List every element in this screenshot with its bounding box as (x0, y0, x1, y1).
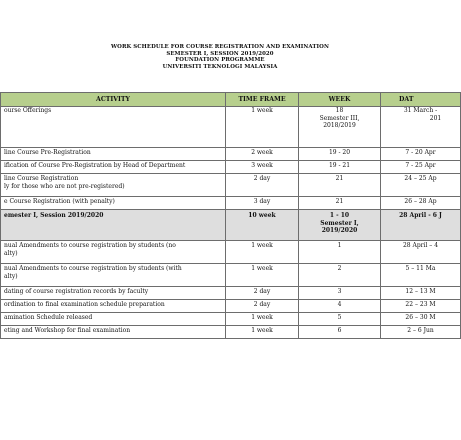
time-frame-cell: 1 week (226, 264, 299, 287)
semester-row (0, 210, 461, 241)
date-cell: 26 – 28 Ap (381, 197, 461, 210)
activity-cell: ordination to final examination schedule preparation (1, 300, 226, 313)
table-row (0, 287, 461, 300)
activity-cell: amination Schedule released (1, 313, 226, 326)
table-row (0, 264, 461, 287)
column-header-activity: ACTIVITY (1, 93, 226, 107)
week-cell: 6 (299, 326, 381, 339)
schedule-table (0, 92, 461, 339)
table-row (0, 300, 461, 313)
date-cell: 7 - 20 Apr (381, 148, 461, 161)
time-frame-cell: 3 day (226, 197, 299, 210)
week-semester-text: Semester III, (319, 114, 360, 122)
activity-cell: eting and Workshop for final examination (1, 326, 226, 339)
week-cell: 4 (299, 300, 381, 313)
activity-cell: line Course Pre-Registration (1, 148, 226, 161)
table-row (0, 326, 461, 339)
header-programme: FOUNDATION PROGRAMME (175, 57, 265, 64)
time-frame-cell: 1 week (226, 241, 299, 264)
table-row (0, 174, 461, 197)
table-row (0, 313, 461, 326)
week-text: 18 (335, 107, 344, 114)
week-cell (299, 210, 381, 241)
activity-cell: emester I, Session 2019/2020 (1, 210, 226, 241)
activity-cell (1, 264, 226, 287)
time-frame-cell: 1 week (226, 313, 299, 326)
date-cell: 12 – 13 M (381, 287, 461, 300)
column-header-date: DAT (381, 93, 461, 107)
table-row (0, 197, 461, 210)
activity-note: ly for those who are not pre-registered) (4, 182, 125, 190)
header-semester: SEMESTER I, SESSION 2019/2020 (166, 50, 274, 57)
activity-text: ourse Offerings (4, 107, 52, 114)
time-frame-cell: 3 week (226, 161, 299, 174)
activity-note: alty) (4, 272, 18, 280)
date-cell: 28 April – 4 (381, 241, 461, 264)
activity-cell (1, 174, 226, 197)
week-text: 1 - 10 (329, 212, 350, 219)
time-frame-cell: 1 week (226, 326, 299, 339)
table-header-row (0, 93, 461, 107)
date-text: 31 March - (403, 107, 438, 114)
week-cell: 1 (299, 241, 381, 264)
table-row (0, 107, 461, 148)
week-semester-text: Semester I, (320, 219, 359, 227)
week-cell: 21 (299, 174, 381, 197)
header-university: UNIVERSITI TEKNOLOGI MALAYSIA (162, 63, 278, 70)
date-cell: 28 April - 6 J (381, 210, 461, 241)
activity-text: nual Amendments to course registration by students (no (4, 242, 176, 249)
time-frame-cell: 2 day (226, 300, 299, 313)
date-text-line2: 201 (429, 114, 442, 122)
time-frame-cell: 10 week (226, 210, 299, 241)
week-cell (299, 107, 381, 148)
table-row (0, 161, 461, 174)
week-cell: 19 - 21 (299, 161, 381, 174)
activity-note: alty) (4, 249, 18, 257)
date-cell: 22 – 23 M (381, 300, 461, 313)
column-header-time-frame: TIME FRAME (226, 93, 299, 107)
date-cell: 26 – 30 M (381, 313, 461, 326)
week-cell: 2 (299, 264, 381, 287)
date-cell: 2 – 6 Jun (381, 326, 461, 339)
activity-cell: e Course Registration (with penalty) (1, 197, 226, 210)
time-frame-cell: 2 day (226, 174, 299, 197)
activity-cell (1, 107, 226, 148)
date-cell: 7 - 25 Apr (381, 161, 461, 174)
document-header (0, 44, 440, 70)
time-frame-cell: 2 week (226, 148, 299, 161)
week-cell: 21 (299, 197, 381, 210)
activity-cell: dating of course registration records by faculty (1, 287, 226, 300)
week-cell: 3 (299, 287, 381, 300)
activity-cell: ification of Course Pre-Registration by Head of Department (1, 161, 226, 174)
time-frame-cell: 1 week (226, 107, 299, 148)
activity-text: nual Amendments to course registration by students (with (4, 265, 182, 272)
date-cell (381, 107, 461, 148)
date-cell: 24 – 25 Ap (381, 174, 461, 197)
time-frame-cell: 2 day (226, 287, 299, 300)
week-session-text: 2019/2020 (321, 227, 358, 235)
week-session-text: 2018/2019 (323, 122, 356, 130)
table-row (0, 241, 461, 264)
table-row (0, 148, 461, 161)
activity-text: line Course Registration (4, 175, 79, 182)
column-header-week: WEEK (299, 93, 381, 107)
date-cell: 5 – 11 Ma (381, 264, 461, 287)
week-cell: 5 (299, 313, 381, 326)
week-cell: 19 - 20 (299, 148, 381, 161)
header-title: WORK SCHEDULE FOR COURSE REGISTRATION AND EXAMINATION (111, 44, 329, 50)
activity-cell (1, 241, 226, 264)
